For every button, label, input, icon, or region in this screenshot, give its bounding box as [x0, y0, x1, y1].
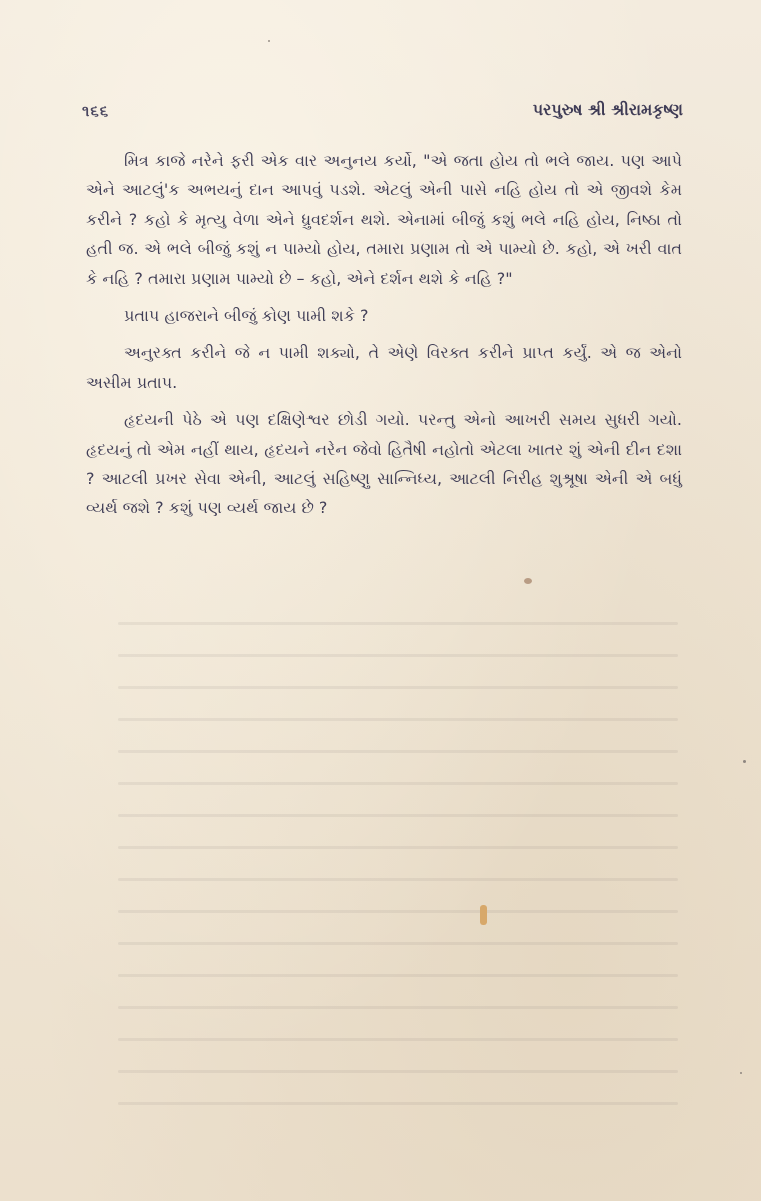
bleed-through-line	[118, 1006, 678, 1009]
paragraph: અનુરક્ત કરીને જે ન પામી શક્યો, તે એણે વિરક્ત કરીને પ્રાપ્ત કર્યું. એ જ એનો અસીમ પ્રતાપ.	[86, 343, 682, 392]
paragraph: પ્રતાપ હાજરાને બીજું કોણ પામી શકે ?	[124, 306, 369, 326]
bleed-through-line	[118, 782, 678, 785]
paragraph: હૃદયની પેઠે એ પણ દક્ષિણેશ્વર છોડી ગયો. પરન્તુ એનો આખરી સમય સુધરી ગયો. હૃદયનું તો એમ નહીં થાય, હૃદયને નરેન જેવો હિતૈષી નહોતો એટલા ખાતર શું એની દીન દશા ? આટલી પ્રખર સેવા એની, આટલું સહિષ્ણુ સાન્નિધ્ય, આટલી નિરીહ શુશ્રૂષા એની એ બધું વ્યર્થ જશે ? કશું પણ વ્યર્થ જાય છે ?	[86, 410, 682, 518]
bleed-through-line	[118, 1038, 678, 1041]
paper-speck	[268, 40, 270, 42]
paragraph: મિત્ર કાજે નરેને ફરી એક વાર અનુનય કર્યો, "એ જતા હોય તો ભલે જાય. પણ આપે એને આટલું'ક અભયનું દાન આપવું પડશે. એટલું એની પાસે નહિ હોય તો એ જીવશે કેમ કરીને ? કહો કે મૃત્યુ વેળા એને ધ્રુવદર્શન થશે. એનામાં બીજું કશું ભલે નહિ હોય, નિષ્ઠા તો હતી જ. એ ભલે બીજું કશું ન પામ્યો હોય, તમારા પ્રણામ તો એ પામ્યો છે. કહો, એ ખરી વાત કે નહિ ? તમારા પ્રણામ પામ્યો છે – કહો, એને દર્શન થશે કે નહિ ?"	[86, 151, 682, 288]
bleed-through-line	[118, 974, 678, 977]
bleed-through-line	[118, 942, 678, 945]
running-title: પરપુરુષ શ્રી શ્રીરામકૃષ્ણ	[532, 100, 683, 119]
bleed-through-line	[118, 750, 678, 753]
bleed-through-line	[118, 718, 678, 721]
paper-speck	[743, 760, 746, 763]
bleed-through-line	[118, 622, 678, 625]
paper-speck	[480, 905, 487, 925]
page-number: ૧૬૬	[82, 102, 110, 120]
bleed-through-line	[118, 846, 678, 849]
bleed-through-line	[118, 1102, 678, 1105]
bleed-through-line	[118, 878, 678, 881]
body-text	[86, 146, 682, 531]
bleed-through-line	[118, 814, 678, 817]
bleed-through-line	[118, 686, 678, 689]
bleed-through-line	[118, 910, 678, 913]
bleed-through-line	[118, 654, 678, 657]
paper-speck	[524, 578, 532, 584]
paper-speck	[740, 1072, 742, 1074]
bleed-through-line	[118, 1070, 678, 1073]
